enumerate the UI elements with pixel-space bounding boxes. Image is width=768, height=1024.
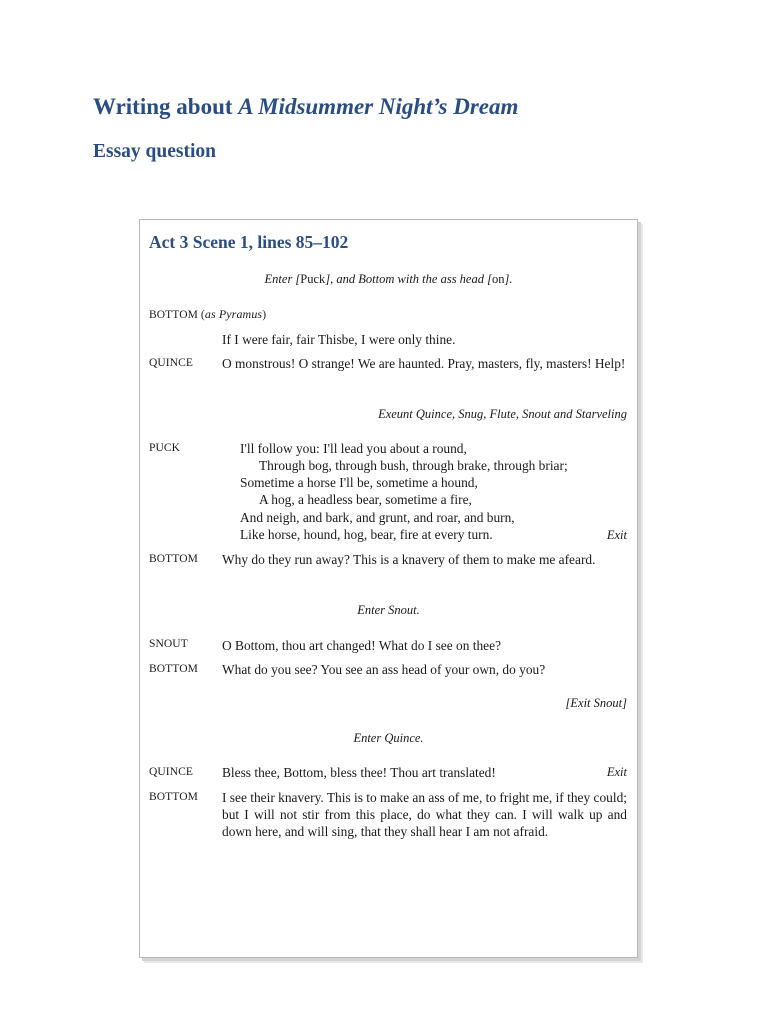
- speech-bottom: Why do they run away? This is a knavery of them to make me afeard.: [222, 552, 596, 567]
- speech-bottom: What do you see? You see an ass head of your own, do you?: [222, 662, 546, 677]
- sd-part: Enter [: [264, 272, 301, 286]
- stage-direction-enter-quince: Enter Quince.: [353, 731, 424, 745]
- sd-part: ], and Bottom with the ass head [: [325, 272, 492, 286]
- stage-direction-exit-quince: Exit: [606, 765, 627, 779]
- speaker-paren: ): [262, 309, 267, 321]
- speaker-role: as Pyramus: [204, 307, 263, 321]
- extract-heading: Act 3 Scene 1, lines 85–102: [149, 232, 349, 252]
- speaker-bottom: BOTTOM: [149, 663, 198, 675]
- speaker-name: BOTTOM (: [149, 309, 205, 321]
- verse-line: Like horse, hound, hog, bear, fire at every turn.: [240, 527, 493, 542]
- sd-part: ].: [504, 272, 513, 286]
- verse-line: Through bog, through bush, through brake, through briar;: [259, 458, 568, 473]
- verse-line: I'll follow you: I'll lead you about a round,: [240, 441, 467, 456]
- speaker-bottom: BOTTOM: [149, 553, 198, 565]
- speaker-quince: QUINCE: [149, 357, 194, 369]
- page-subtitle: Essay question: [93, 141, 216, 162]
- speaker-snout: SNOUT: [149, 638, 188, 650]
- speech-bottom: I see their knavery. This is to make an ass of me, to fright me, if they could; but I will not stir from this place, do what they can. I will walk up and down here, and will sing, that they shall hear I am not afraid.: [222, 790, 627, 839]
- verse-line: Sometime a horse I'll be, sometime a hound,: [240, 475, 478, 490]
- speaker-bottom: BOTTOM: [149, 791, 198, 803]
- sd-part: Puck: [300, 272, 326, 286]
- speaker-quince: QUINCE: [149, 766, 194, 778]
- speech-snout: O Bottom, thou art changed! What do I see on thee?: [222, 638, 502, 653]
- page-title-play: A Midsummer Night’s Dream: [238, 94, 519, 119]
- sd-part: on: [491, 272, 505, 286]
- page-title: [93, 94, 518, 120]
- stage-direction-exit-snout: [Exit Snout]: [565, 696, 627, 710]
- verse-line: A hog, a headless bear, sometime a fire,: [259, 492, 472, 507]
- extract-box: [139, 219, 638, 958]
- verse-line: And neigh, and bark, and grunt, and roar, and burn,: [240, 510, 515, 525]
- stage-direction-exeunt: Exeunt Quince, Snug, Flute, Snout and Starveling: [378, 407, 627, 421]
- speech-bottom-pyramus: If I were fair, fair Thisbe, I were only thine.: [222, 332, 456, 347]
- speech-quince: Bless thee, Bottom, bless thee! Thou art translated!: [222, 765, 496, 780]
- speech-quince: O monstrous! O strange! We are haunted. Pray, masters, fly, masters! Help!: [222, 356, 626, 371]
- speaker-puck: PUCK: [149, 442, 181, 454]
- stage-direction-enter-snout: Enter Snout.: [357, 603, 420, 617]
- stage-direction-enter-puck: [140, 272, 637, 287]
- page-title-prefix: Writing about: [93, 94, 239, 119]
- stage-direction-exit-puck: Exit: [606, 528, 627, 542]
- speaker-bottom-pyramus: [149, 307, 266, 322]
